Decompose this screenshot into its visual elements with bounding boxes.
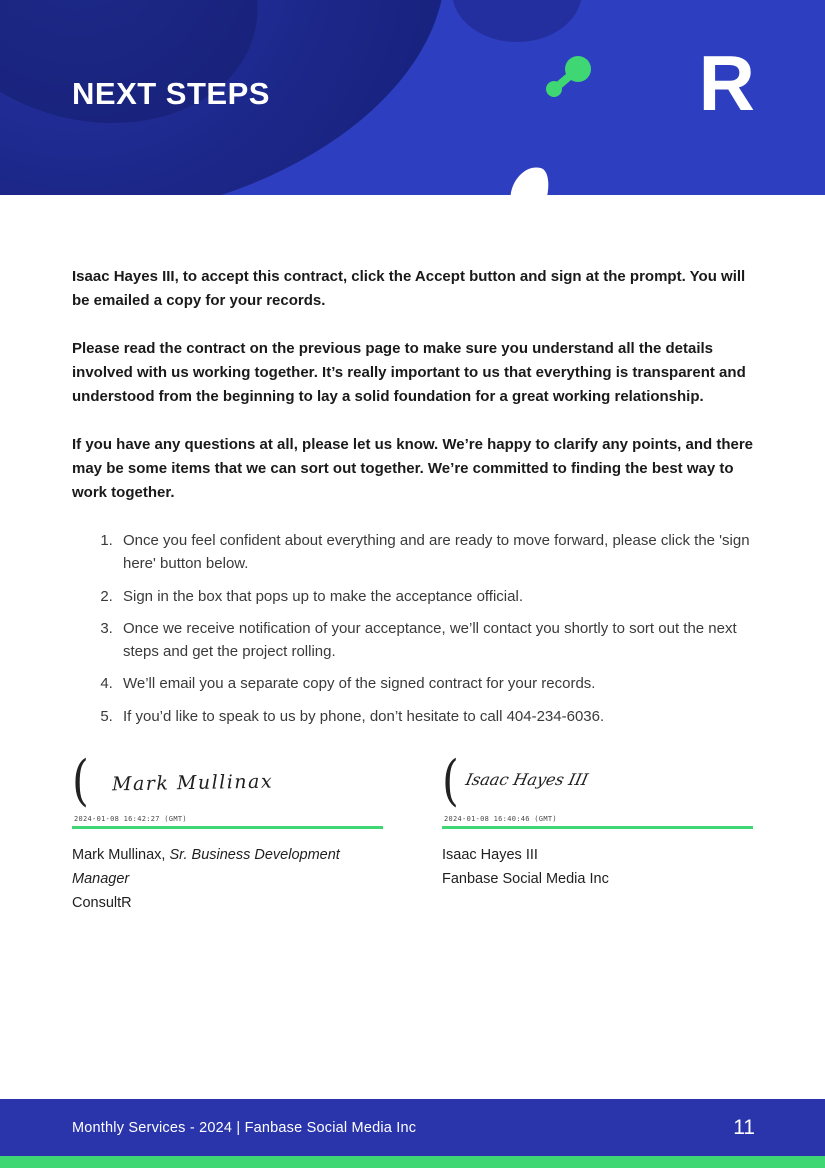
signatory-company: ConsultR: [72, 895, 132, 912]
step-item: 3. Once we receive notification of your acceptance, we’ll contact you shortly to sort out the next steps and get the project rolling.: [117, 617, 753, 664]
intro-paragraph-read: Please read the contract on the previous page to make sure you understand all the details involved with us working together. It’s really important to us that everything is transparent and understood from the beginning to lay a solid foundation for a great working relationship.: [72, 340, 746, 405]
signature-underline: [72, 826, 383, 829]
signature-timestamp: 2024-01-08 16:40:46 (GMT): [444, 814, 557, 823]
intro-paragraph-questions: If you have any questions at all, please let us know. We’re happy to clarify any points, and there may be some items that we can sort out together. We’re committed to finding the best way to work together.: [72, 436, 754, 501]
intro-paragraphs: [72, 265, 753, 505]
signatory-name: Isaac Hayes III: [442, 846, 538, 863]
signatory-name: Mark Mullinax,: [72, 846, 166, 863]
footer-accent-strip: [0, 1156, 825, 1168]
signature-handwriting: Isaac Hayes III: [463, 769, 590, 789]
intro-paragraph-accept: Isaac Hayes III, to accept this contract, click the Accept button and sign at the prompt. You will be emailed a copy for your records.: [72, 268, 746, 309]
signature-field: [442, 748, 753, 824]
signature-underline: [442, 826, 753, 829]
signature-field: [72, 748, 383, 824]
step-item: 1. Once you feel confident about everything and are ready to move forward, please click the 'sign here' button below.: [117, 529, 753, 576]
page-footer: [0, 1099, 825, 1156]
page-title: NEXT STEPS: [72, 76, 270, 111]
step-item: 5. If you’d like to speak to us by phone, don’t hesitate to call 404-234-6036.: [117, 705, 753, 728]
signature-timestamp: 2024-01-08 16:42:27 (GMT): [74, 814, 187, 823]
signature-bracket-icon: (: [72, 748, 89, 812]
header-blob-white: [506, 162, 554, 195]
signature-bracket-icon: (: [442, 748, 459, 812]
step-item: 2. Sign in the box that pops up to make the acceptance official.: [117, 585, 753, 608]
step-item: 4. We’ll email you a separate copy of the signed contract for your records.: [117, 672, 753, 695]
signature-section: [72, 748, 753, 916]
page-number: 11: [733, 1115, 755, 1139]
signature-block-client: [442, 748, 753, 916]
signature-handwriting: Mark Mullinax: [111, 770, 274, 796]
brand-logo-r: R: [698, 39, 755, 127]
signatory-company: Fanbase Social Media Inc: [442, 871, 609, 888]
signatory-role: Sr. Business Development Manager: [72, 846, 340, 888]
header-blob-circle: [452, 0, 582, 42]
content-area: [0, 195, 825, 1099]
footer-document-title: Monthly Services - 2024 | Fanbase Social Media Inc: [72, 1119, 417, 1136]
signatory-name-role: [72, 843, 383, 892]
next-steps-list: [72, 529, 753, 728]
brand-dots-icon: [545, 56, 593, 103]
signature-block-consultant: [72, 748, 383, 916]
page-header: [0, 0, 825, 195]
